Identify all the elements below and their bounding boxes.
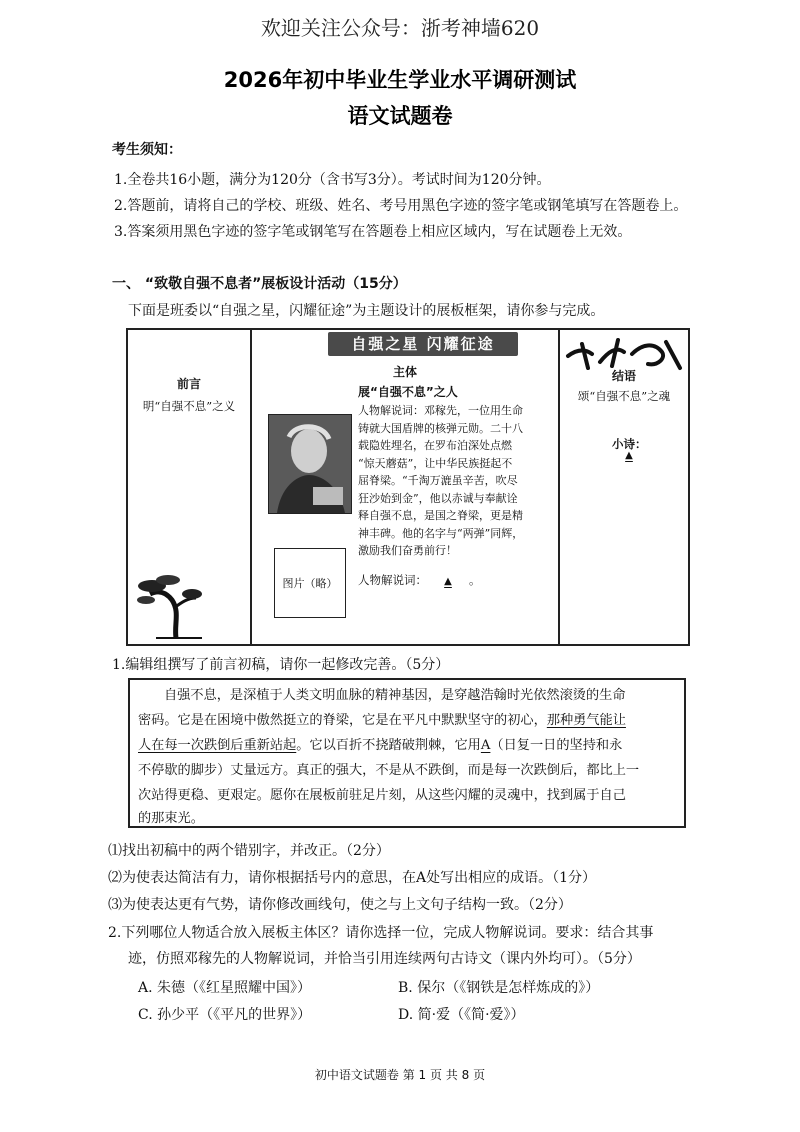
option-b: B. 保尔（《钢铁是怎样炼成的》） xyxy=(398,980,600,996)
underlined-text: 那种勇气能让 xyxy=(546,713,626,728)
section-heading: 一、 “致敬自强不息者”展板设计活动（15分） xyxy=(112,276,407,292)
board-banner: 自强之星 闪耀征途 xyxy=(328,332,518,356)
notice-item: 2.答题前，请将自己的学校、班级、姓名、考号用黑色字迹的签字笔或钢笔填写在答题卷上。 xyxy=(114,198,688,214)
preface-text: 明“自强不息”之义 xyxy=(142,399,236,413)
draft-line xyxy=(138,758,639,783)
notice-item: 1.全卷共16小题，满分为120分（含书写3分）。考试时间为120分钟。 xyxy=(114,172,551,188)
draft-text: 的那束光。 xyxy=(138,811,204,826)
draft-text: 次站得更稳、更艰定。愿你在展板前驻足片刻，从这些闪耀的灵魂中，找到属于自己 xyxy=(138,788,626,803)
epilogue-text: 颂“自强不息”之魂 xyxy=(577,389,671,403)
option-a: A. 朱德（《红星照耀中国》） xyxy=(138,980,312,996)
page-footer: 初中语文试题卷 第 1 页 共 8 页 xyxy=(314,1068,486,1082)
preface-heading: 前言 xyxy=(176,377,201,391)
commentary-line: 神丰碑。他的名字与“两弹”同辉， xyxy=(358,526,524,540)
deng-commentary xyxy=(358,402,523,560)
draft-line xyxy=(138,733,622,758)
sub-question: ⑴找出初稿中的两个错别字，并改正。（2分） xyxy=(108,843,390,859)
board-right-panel xyxy=(558,330,688,644)
draft-text: 密码。它是在困境中傲然挺立的脊梁，它是在平凡中默默坚守的初心， xyxy=(138,713,547,728)
draft-text: （日复一日的坚持和永 xyxy=(490,738,623,753)
poem-blank-marker: ▲ xyxy=(625,450,633,461)
draft-line xyxy=(138,708,626,733)
poem-label: 小诗： xyxy=(612,437,647,451)
option-d: D. 简·爱（《简·爱》） xyxy=(398,1007,525,1023)
commentary-line: 狂沙始到金”，他以赤诚与奉献诠 xyxy=(358,491,518,505)
portrait-image-icon xyxy=(269,415,351,513)
exam-title: 2026年初中毕业生学业水平调研测试 xyxy=(223,68,577,92)
portrait-photo xyxy=(268,414,352,514)
underlined-text: 人在每一次跌倒后重新站起 xyxy=(138,738,297,753)
commentary-line: 屈脊梁。“千淘万漉虽辛苦，吹尽 xyxy=(358,474,518,487)
draft-text: 自强不息，是深植于人类文明血脉的精神基因，是穿越浩翰时光依然滚烫的生命 xyxy=(164,688,626,703)
draft-line xyxy=(138,783,626,808)
draft-text: 。它以百折不挠踏破荆棘，它用 xyxy=(296,738,481,753)
answer-blank-marker: ▲ xyxy=(444,576,452,587)
display-board xyxy=(126,328,690,646)
option-c: C. 孙少平（《平凡的世界》） xyxy=(138,1007,312,1023)
body-subheading: 展“自强不息”之人 xyxy=(358,385,458,399)
epilogue-heading: 结语 xyxy=(611,369,636,383)
commentary-line: 激励我们奋勇前行！ xyxy=(358,544,457,557)
watermark-text: 欢迎关注公众号：浙考神墙620 xyxy=(260,16,540,40)
commentary-line: “惊天蘑菇”，让中华民族挺起不 xyxy=(358,456,513,470)
draft-line xyxy=(138,806,204,831)
notice-item: 3.答案须用黑色字迹的签字笔或钢笔写在答题卷上相应区域内，写在试题卷上无效。 xyxy=(114,224,632,240)
exam-subtitle: 语文试题卷 xyxy=(347,104,453,128)
draft-text: 不停歇的脚步）丈量远方。真正的强大，不是从不跌倒，而是每一次跌倒后，都比上一 xyxy=(138,763,640,778)
preface-draft-box xyxy=(128,678,686,828)
underlined-text: A xyxy=(480,738,491,753)
sub-question: ⑶为使表达更有气势，请你修改画线句，使之与上文句子结构一致。（2分） xyxy=(108,897,572,913)
blank-commentary xyxy=(358,570,481,592)
photo-placeholder-text: 图片（略） xyxy=(282,577,338,590)
body-heading: 主体 xyxy=(392,365,417,379)
blank-label: 人物解说词： xyxy=(358,573,427,587)
commentary-line: 人物解说词：邓稼先，一位用生命 xyxy=(358,404,523,417)
question-2-stem: 2.下列哪位人物适合放入展板主体区？请你选择一位，完成人物解说词。要求：结合其事 xyxy=(108,925,654,941)
commentary-line: 载隐姓埋名，在罗布泊深处点燃 xyxy=(358,439,512,452)
commentary-line: 释自强不息，是国之脊梁，更是精 xyxy=(358,509,523,522)
blank-end: 。 xyxy=(469,573,481,587)
question-1-stem: 1.编辑组撰写了前言初稿，请你一起修改完善。（5分） xyxy=(112,657,450,673)
question-2-stem: 迹，仿照邓稼先的人物解说词，并恰当引用连续两句古诗文（课内外均可）。（5分） xyxy=(128,951,641,967)
board-left-panel xyxy=(128,330,252,644)
sub-question: ⑵为使表达简洁有力，请你根据括号内的意思，在A处写出相应的成语。（1分） xyxy=(108,870,597,886)
draft-line xyxy=(164,683,626,708)
section-intro: 下面是班委以“自强之星，闪耀征途”为主题设计的展板框架，请你参与完成。 xyxy=(128,303,605,319)
commentary-line: 铸就大国盾牌的核弹元勋。二十八 xyxy=(358,421,523,435)
notice-heading: 考生须知： xyxy=(112,142,182,158)
tree-illustration-icon xyxy=(136,564,206,640)
